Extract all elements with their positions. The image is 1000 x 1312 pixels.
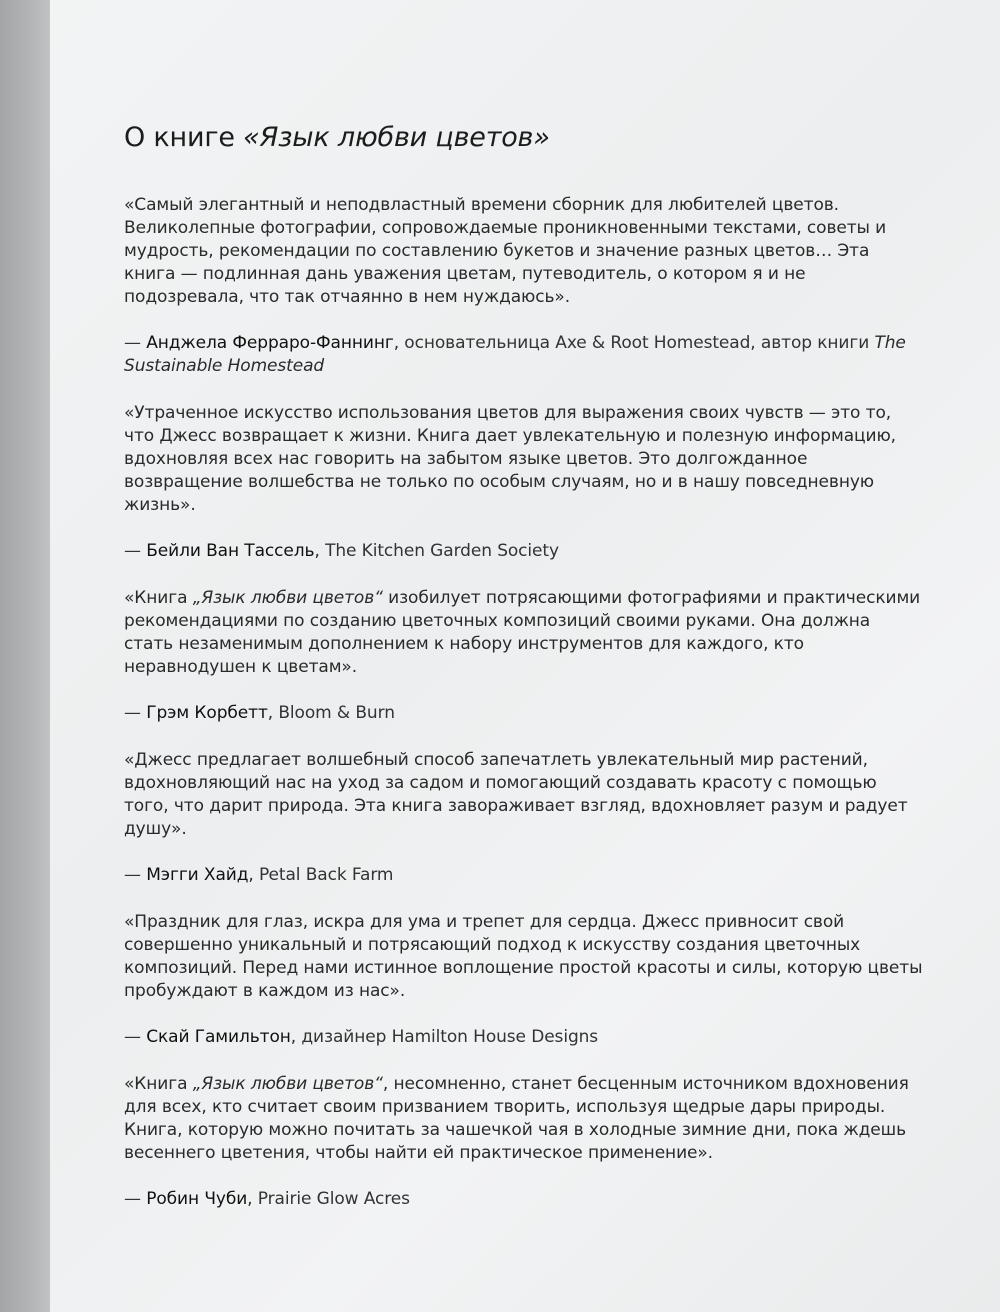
- reviewer-name: Скай Гамильтон: [146, 1027, 291, 1047]
- review-quote-6: «Книга „Язык любви цветов“, несомненно, станет бесценным источником вдохновения для всех, кто считает своим призванием творить, используя щедрые дары природы. Книга, которую можно почитать за чашечкой чая в холодные зимние дни, пока ждешь весеннего цветения, чтобы найти ей практическое применение».: [124, 1074, 909, 1163]
- review-quote-1: «Самый элегантный и неподвластный времени сборник для любителей цветов. Великолепные фотографии, сопровождаемые проникновенными текстами, советы и мудрость, рекомендации по составлению букетов и значение разных цветов… Эта книга — подлинная дань уважения цветам, путеводитель, о котором я и не подозревала, что так отчаянно в нем нуждаюсь».: [124, 195, 887, 307]
- review-quote-2: «Утраченное искусство использования цветов для выражения своих чувств — это то, что Джесс возвращает к жизни. Книга дает увлекательную и полезную информацию, вдохновляя всех нас говорить на забытом языке цветов. Это долгожданное возвращение волшебства не только по особым случаям, но и в нашу повседневную жизнь».: [124, 403, 896, 515]
- reviewer-book-title: The Sustainable Homestead: [124, 333, 906, 376]
- reviewer-name: Робин Чуби: [146, 1189, 248, 1209]
- page-title: О книге «Язык любви цветов»: [124, 122, 550, 153]
- review-quote-4: «Джесс предлагает волшебный способ запечатлеть увлекательный мир растений, вдохновляющий нас на уход за садом и помогающий создавать красоту с помощью того, что дарит природа. Эта книга завораживает взгляд, вдохновляет разум и радует душу».: [124, 750, 908, 839]
- review-quote-3: «Книга „Язык любви цветов“ изобилует потрясающими фотографиями и практическими рекомендациями по созданию цветочных композиций своими руками. Она должна стать незаменимым дополнением к набору инструментов для каждого, кто неравнодушен к цветам».: [124, 588, 921, 677]
- reviewer-name: Анджела Ферраро-Фаннинг: [146, 333, 394, 353]
- reviewer-name: Бейли Ван Тассель: [146, 541, 315, 561]
- review-attribution-3: — Грэм Корбетт, Bloom & Burn: [124, 703, 395, 723]
- page-content: [124, 118, 924, 1235]
- reviewer-affiliation: The Kitchen Garden Society: [325, 541, 559, 561]
- quoted-book-title: „Язык любви цветов“: [192, 588, 383, 608]
- page-spine-shadow: [0, 0, 50, 1312]
- reviewer-affiliation: дизайнер Hamilton House Designs: [301, 1027, 599, 1047]
- reviewer-name: Мэгги Хайд: [146, 865, 249, 885]
- review-attribution-1: — Анджела Ферраро-Фаннинг, основательница Axe & Root Homestead, автор книги The Sustainable Homestead: [124, 333, 906, 376]
- reviewer-affiliation: Bloom & Burn: [278, 703, 395, 723]
- quoted-book-title: „Язык любви цветов“: [192, 1074, 383, 1094]
- reviewer-name: Грэм Корбетт: [146, 703, 268, 723]
- book-title: «Язык любви цветов»: [243, 122, 550, 153]
- review-attribution-2: — Бейли Ван Тассель, The Kitchen Garden Society: [124, 541, 559, 561]
- reviewer-affiliation: Prairie Glow Acres: [257, 1189, 410, 1209]
- review-attribution-4: — Мэгги Хайд, Petal Back Farm: [124, 865, 394, 885]
- review-attribution-6: — Робин Чуби, Prairie Glow Acres: [124, 1189, 410, 1209]
- review-attribution-5: — Скай Гамильтон, дизайнер Hamilton House Designs: [124, 1027, 599, 1047]
- review-quote-5: «Праздник для глаз, искра для ума и трепет для сердца. Джесс привносит свой совершенно уникальный и потрясающий подход к искусству создания цветочных композиций. Перед нами истинное воплощение простой красоты и силы, которую цветы пробуждают в каждом из нас».: [124, 912, 923, 1001]
- reviewer-affiliation: Petal Back Farm: [259, 865, 394, 885]
- reviewer-affiliation: основательница Axe & Root Homestead, автор книги: [404, 333, 870, 353]
